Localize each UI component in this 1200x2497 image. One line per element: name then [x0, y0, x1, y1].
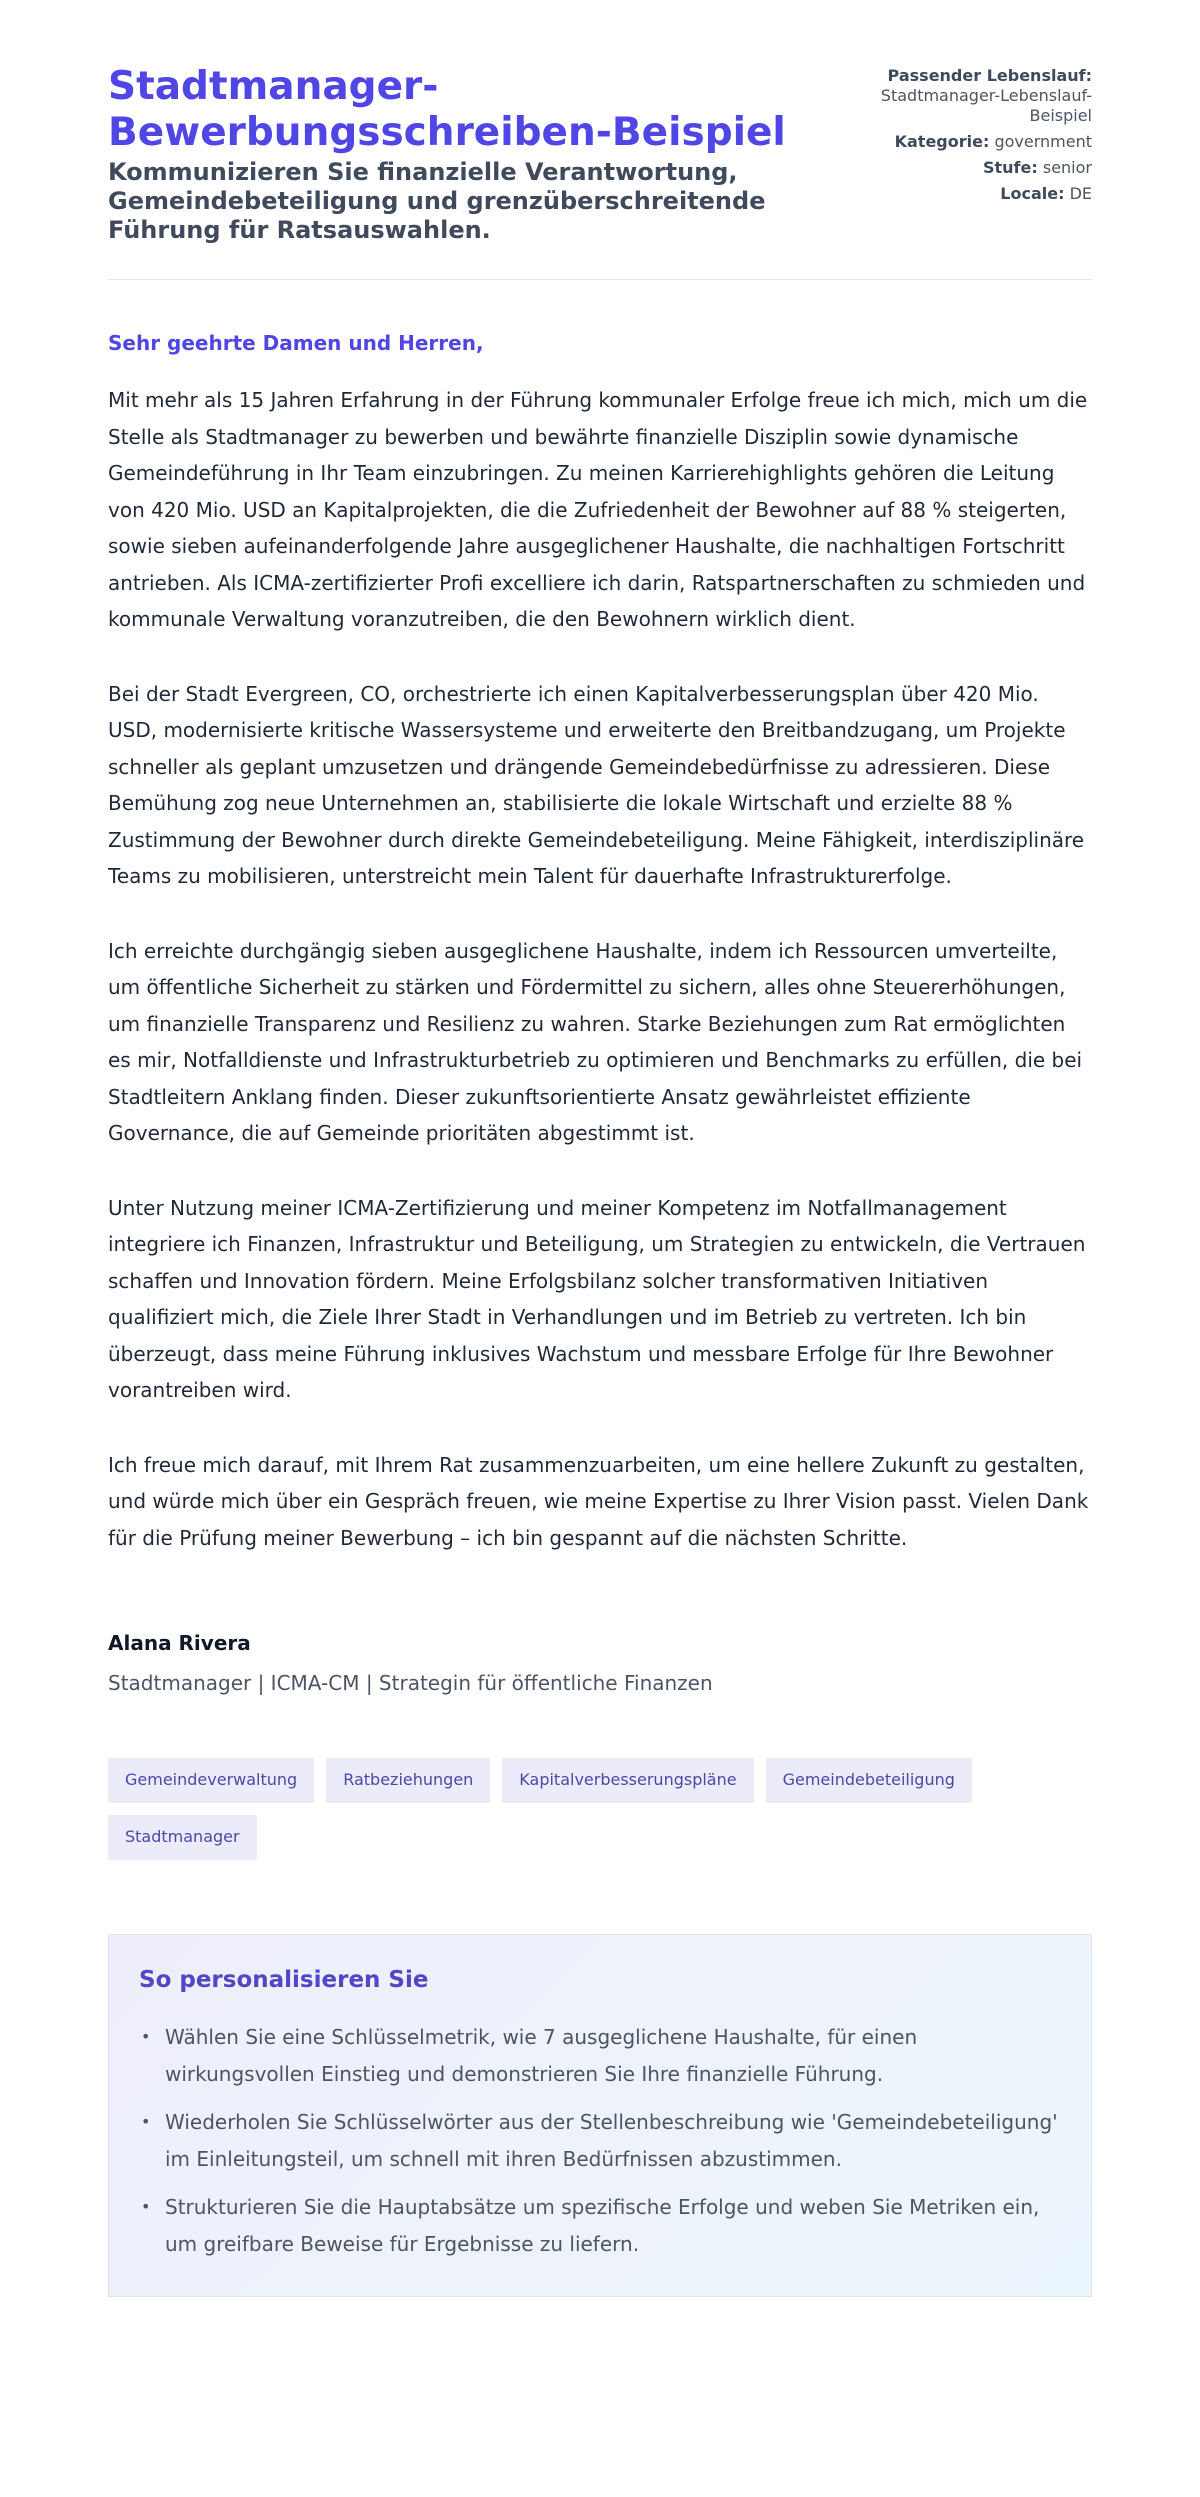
- tag[interactable]: Ratbeziehungen: [326, 1758, 490, 1803]
- tips-list: [139, 2019, 1061, 2262]
- page-header: [108, 64, 1092, 280]
- letter-paragraph: Ich erreichte durchgängig sieben ausgeglichene Haushalte, indem ich Ressourcen umverteilte, um öffentliche Sicherheit zu stärken und Fördermittel zu sichern, alles ohne Steuererhöhungen, um finanzielle Transparenz und Resilienz zu wahren. Starke Beziehungen zum Rat ermöglichten es mir, Notfalldienste und Infrastrukturbetrieb zu optimieren und Benchmarks zu erfüllen, die bei Stadtleitern Anklang finden. Dieser zukunftsorientierte Ansatz gewährleistet effiziente Governance, die auf Gemeinde prioritäten abgestimmt ist.: [108, 938, 1083, 1145]
- meta-panel: [856, 64, 1092, 210]
- meta-level-value: senior: [1042, 158, 1092, 177]
- tag[interactable]: Gemeindebeteiligung: [766, 1758, 972, 1803]
- tips-item-text: Wiederholen Sie Schlüsselwörter aus der Stellenbeschreibung wie 'Gemeindebeteiligung' im Einleitungsteil, um schnell mit ihren Bedürfnissen abzustimmen.: [165, 2110, 1058, 2171]
- page-title: Stadtmanager-Bewerbungsschreiben-Beispiel: [108, 64, 786, 155]
- meta-resume: [856, 66, 1092, 126]
- personalization-tips: [108, 1934, 1092, 2297]
- meta-level-label: Stufe:: [982, 158, 1038, 177]
- cover-letter: [108, 330, 1092, 1696]
- tips-item: [141, 2104, 1061, 2177]
- bullet-icon: •: [141, 2112, 151, 2131]
- tips-item-text: Wählen Sie eine Schlüsselmetrik, wie 7 ausgeglichene Haushalte, für einen wirkungsvollen Einstieg und demonstrieren Sie Ihre finanzielle Führung.: [165, 2025, 918, 2086]
- meta-resume-value: Stadtmanager-Lebenslauf-Beispiel: [880, 86, 1092, 125]
- meta-resume-label: Passender Lebenslauf:: [887, 66, 1092, 85]
- signature-name: Alana Rivera: [108, 1631, 251, 1655]
- tag-list: [108, 1758, 1092, 1860]
- meta-locale-value: DE: [1069, 184, 1092, 203]
- meta-locale: [856, 184, 1092, 204]
- letter-paragraph: Bei der Stadt Evergreen, CO, orchestrierte ich einen Kapitalverbesserungsplan über 420 Mio. USD, modernisierte kritische Wassersysteme und erweiterte den Breitbandzugang, um Projekte schneller als geplant umzusetzen und drängende Gemeindebedürfnisse zu adressieren. Diese Bemühung zog neue Unternehmen an, stabilisierte die lokale Wirtschaft und erzielte 88 % Zustimmung der Bewohner durch direkte Gemeindebeteiligung. Meine Fähigkeit, interdisziplinäre Teams zu mobilisieren, unterstreicht mein Talent für dauerhafte Infrastrukturerfolge.: [108, 681, 1085, 888]
- bullet-icon: •: [141, 2197, 151, 2216]
- meta-level: [856, 158, 1092, 178]
- tips-item: [141, 2189, 1061, 2262]
- tag[interactable]: Gemeindeverwaltung: [108, 1758, 314, 1803]
- header-title-block: [108, 64, 856, 245]
- tag[interactable]: Kapitalverbesserungspläne: [502, 1758, 753, 1803]
- letter-paragraph: Mit mehr als 15 Jahren Erfahrung in der Führung kommunaler Erfolge freue ich mich, mich um die Stelle als Stadtmanager zu bewerben und bewährte finanzielle Disziplin sowie dynamische Gemeindeführung in Ihr Team einzubringen. Zu meinen Karrierehighlights gehören die Leitung von 420 Mio. USD an Kapitalprojekten, die die Zufriedenheit der Bewohner auf 88 % steigerten, sowie sieben aufeinanderfolgende Jahre ausgeglichener Haushalte, die nachhaltigen Fortschritt antrieben. Als ICMA-zertifizierter Profi excelliere ich darin, Ratspartnerschaften zu schmieden und kommunale Verwaltung voranzutreiben, die den Bewohnern wirklich dient.: [108, 388, 1088, 631]
- tag[interactable]: Stadtmanager: [108, 1815, 257, 1860]
- signature-block: [108, 1630, 1092, 1696]
- tips-item: [141, 2019, 1061, 2092]
- meta-locale-label: Locale:: [1000, 184, 1065, 203]
- meta-category-label: Kategorie:: [894, 132, 990, 151]
- salutation: Sehr geehrte Damen und Herren,: [108, 331, 484, 355]
- tips-title: So personalisieren Sie: [139, 1967, 429, 1993]
- signature-title: Stadtmanager | ICMA-CM | Strategin für öffentliche Finanzen: [108, 1671, 713, 1695]
- tips-item-text: Strukturieren Sie die Hauptabsätze um spezifische Erfolge und weben Sie Metriken ein, um greifbare Beweise für Ergebnisse zu liefern.: [165, 2195, 1040, 2256]
- meta-category-value: government: [994, 132, 1092, 151]
- letter-paragraph: Ich freue mich darauf, mit Ihrem Rat zusammenzuarbeiten, um eine hellere Zukunft zu gestalten, und würde mich über ein Gespräch freuen, wie meine Expertise zu Ihrer Vision passt. Vielen Dank für die Prüfung meiner Bewerbung – ich bin gespannt auf die nächsten Schritte.: [108, 1452, 1089, 1550]
- meta-category: [856, 132, 1092, 152]
- bullet-icon: •: [141, 2027, 151, 2046]
- page-subtitle: Kommunizieren Sie finanzielle Verantwortung, Gemeindebeteiligung und grenzüberschreitende Führung für Ratsauswahlen.: [108, 158, 766, 244]
- letter-paragraph: Unter Nutzung meiner ICMA-Zertifizierung und meiner Kompetenz im Notfallmanagement integriere ich Finanzen, Infrastruktur und Beteiligung, um Strategien zu entwickeln, die Vertrauen schaffen und Innovation fördern. Meine Erfolgsbilanz solcher transformativen Initiativen qualifiziert mich, die Ziele Ihrer Stadt in Verhandlungen und im Betrieb zu vertreten. Ich bin überzeugt, dass meine Führung inklusives Wachstum und messbare Erfolge für Ihre Bewohner vorantreiben wird.: [108, 1195, 1086, 1402]
